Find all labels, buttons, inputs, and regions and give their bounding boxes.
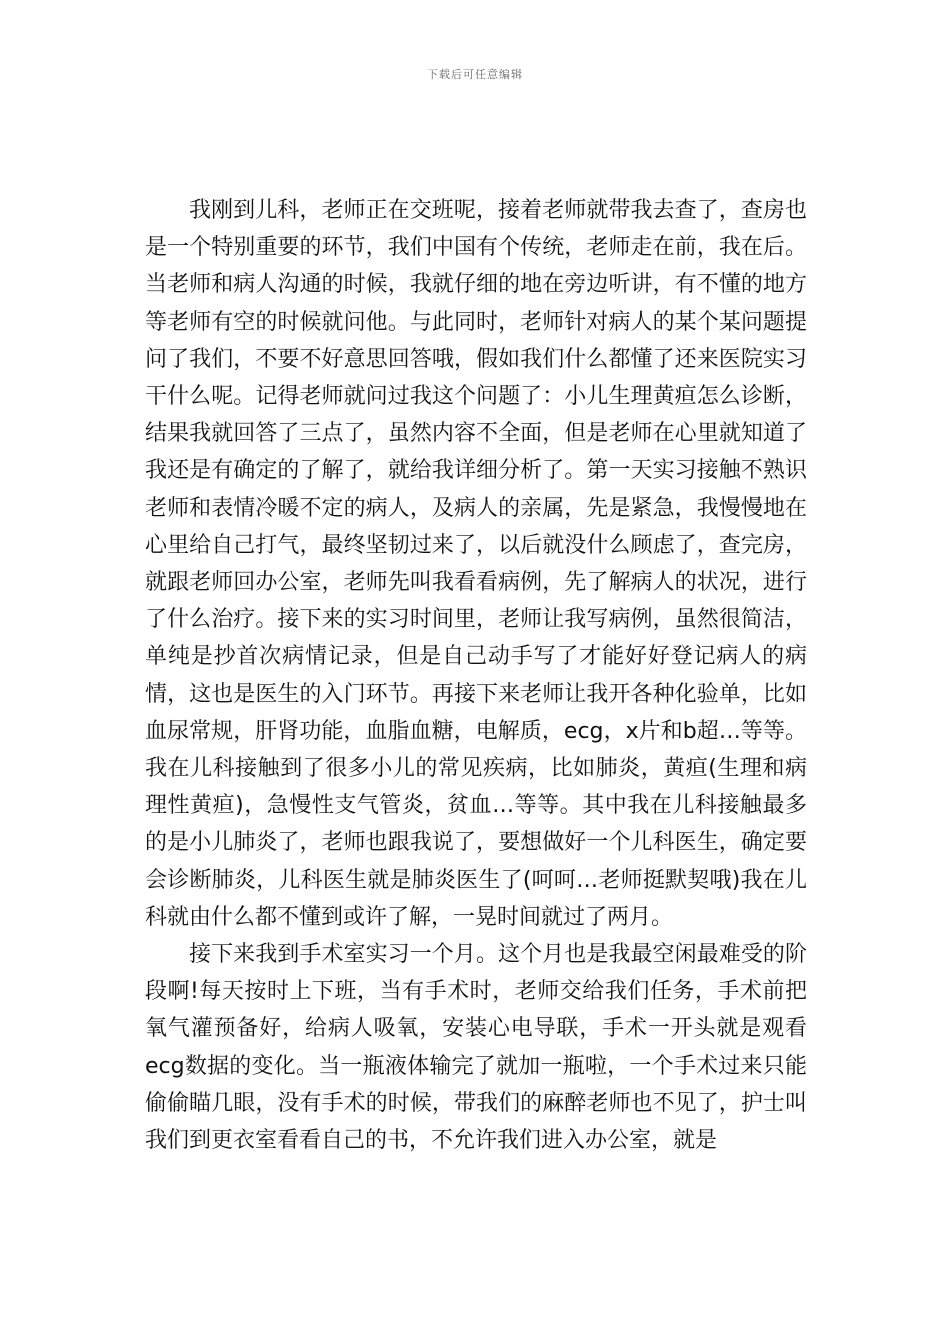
paragraph-operating-room: 接下来我到手术室实习一个月。这个月也是我最空闲最难受的阶段啊!每天按时上下班，当有手术时，老师交给我们任务，手术前把氧气灌预备好，给病人吸氧，安装心电导联，手术一开头就是观看ecg数据的变化。当一瓶液体输完了就加一瓶啦，一个手术过来只能偷偷瞄几眼，没有手术的时候，带我们的麻醉老师也不见了，护士叫我们到更衣室看看自己的书，不允许我们进入办公室，就是 — [145, 942, 807, 1154]
paragraph-pediatrics: 我刚到儿科，老师正在交班呢，接着老师就带我去查了，查房也是一个特别重要的环节，我们中国有个传统，老师走在前，我在后。当老师和病人沟通的时候，我就仔细的地在旁边听讲，有不懂的地方等老师有空的时候就问他。与此同时，老师针对病人的某个某问题提问了我们，不要不好意思回答哦，假如我们什么都懂了还来医院实习干什么呢。记得老师就问过我这个问题了：小儿生理黄疸怎么诊断，结果我就回答了三点了，虽然内容不全面，但是老师在心里就知道了我还是有确定的了解了，就给我详细分析了。第一天实习接触不熟识老师和表情冷暖不定的病人，及病人的亲属，先是紧急，我慢慢地在心里给自己打气，最终坚韧过来了，以后就没什么顾虑了，查完房，就跟老师回办公室，老师先叫我看看病例，先了解病人的状况，进行了什么治疗。接下来的实习时间里，老师让我写病例，虽然很简洁，单纯是抄首次病情记录，但是自己动手写了才能好好登记病人的病情，这也是医生的入门环节。再接下来老师让我开各种化验单，比如血尿常规，肝肾功能，血脂血糖，电解质，ecg，x片和b超…等等。我在儿科接触到了很多小儿的常见疾病，比如肺炎，黄疸(生理和病理性黄疸)，急慢性支气管炎，贫血…等等。其中我在儿科接触最多的是小儿肺炎了，老师也跟我说了，要想做好一个儿科医生，确定要会诊断肺炎，儿科医生就是肺炎医生了(呵呵…老师挺默契哦)我在儿科就由什么都不懂到或许了解，一晃时间就过了两月。 — [145, 198, 807, 930]
page-header: 下载后可任意编辑 — [427, 68, 523, 81]
body-text — [145, 192, 807, 1159]
